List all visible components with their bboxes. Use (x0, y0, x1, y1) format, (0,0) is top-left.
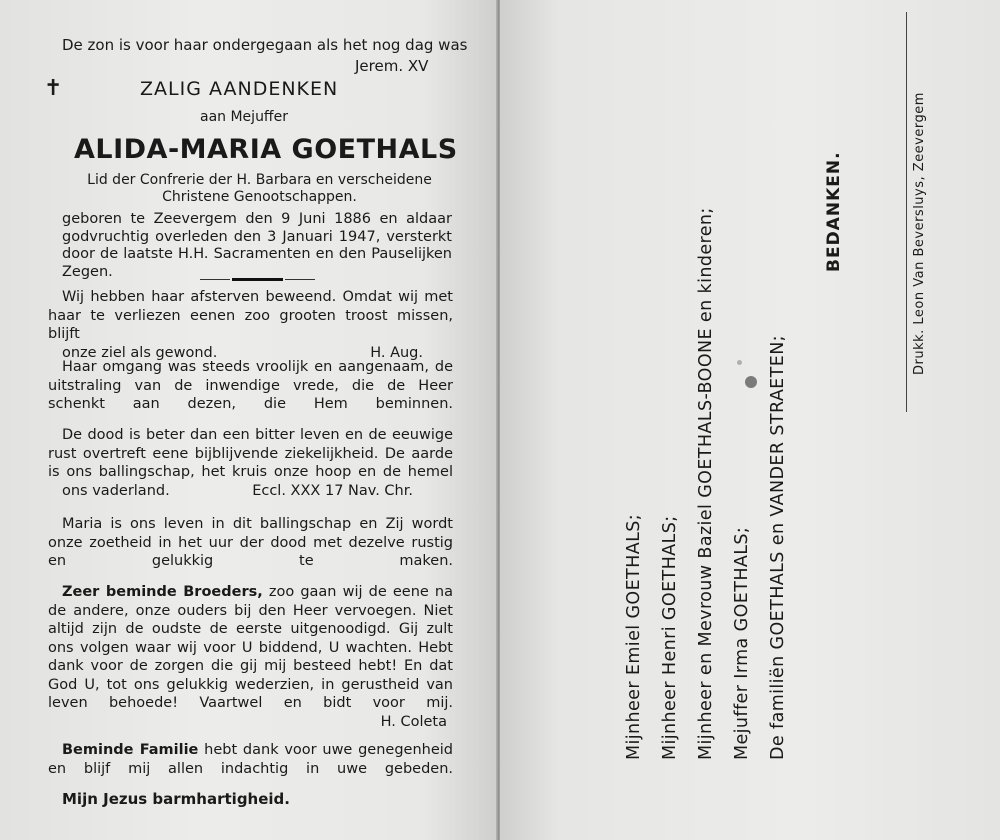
paragraph-6-lead: Beminde Familie (62, 742, 199, 758)
deceased-name: ALIDA-MARIA GOETHALS (74, 134, 458, 165)
family-line-1: Mijnheer Emiel GOETHALS; (624, 513, 644, 760)
subheading: aan Mejuffer (200, 109, 288, 125)
ink-spot-small (737, 360, 742, 365)
membership-text: Lid der Confrerie der H. Barbara en verscheidene Christene Genootschappen. (87, 172, 432, 205)
paragraph-1-last: onze ziel als gewond. (62, 344, 218, 361)
paragraph-1-reference: H. Aug. (370, 344, 423, 361)
ink-spot (745, 376, 757, 388)
paragraph-3-last: ons vaderland. (62, 482, 170, 499)
paragraph-1 (48, 288, 453, 362)
closing-prayer: Mijn Jezus barmhartigheid. (62, 790, 290, 808)
paragraph-3-reference: Eccl. XXX 17 Nav. Chr. (252, 482, 413, 499)
thanks-title: BEDANKEN. (824, 151, 844, 272)
birth-death-text: geboren te Zeevergem den 9 Juni 1886 en aldaar godvruchtig overleden den 3 Januari 1947, versterkt door de laatste H.H. Sacramenten en den Pauselijken Zegen. (62, 211, 452, 280)
paragraph-5-text: zoo gaan wij de eene na de andere, onze ouders bij den Heer vervoegen. Niet altijd zijn de oudste de eerste uitgenoodigd. Gij zult ons volgen waar wij voor U biddend, U wachten. Hebt dank voor de zorgen die gij mij besteed hebt! En dat God U, tot ons gelukkig wederzien, in gerustheid van leven behoede! Vaartwel en bidt voor mij. (48, 584, 453, 711)
left-panel (0, 0, 497, 840)
paragraph-5 (48, 583, 453, 731)
family-line-2: Mijnheer Henri GOETHALS; (660, 515, 680, 760)
printer-rule (906, 12, 907, 412)
family-line-5: De familiën GOETHALS en VANDER STRAETEN; (768, 335, 788, 760)
ornamental-divider (200, 278, 315, 281)
family-line-3: Mijnheer en Mevrouw Baziel GOETHALS-BOONE en kinderen; (696, 207, 716, 760)
paragraph-6-text: hebt dank voor uwe genegenheid en blijf mij allen indachtig in uwe gebeden. (48, 742, 454, 777)
paragraph-5-lead: Zeer beminde Broeders, (62, 584, 263, 600)
paragraph-4: Maria is ons leven in dit ballingschap en Zij wordt onze zoetheid in het uur der dood met dezelve rustig en gelukkig te maken. (48, 516, 453, 569)
motto: De zon is voor haar ondergegaan als het nog dag was (62, 36, 468, 54)
cross-icon: ✝ (44, 76, 63, 101)
paragraph-3-text: De dood is beter dan een bitter leven en de eeuwige rust overtreft eene bijblijvende ziekelijkheid. De aarde is ons ballingschap, het kruis onze hoop en de hemel (48, 427, 453, 480)
family-line-4: Mejuffer Irma GOETHALS; (732, 526, 752, 760)
printer-note: Drukk. Leon Van Beversluys, Zeevergem (912, 92, 927, 375)
motto-reference: Jerem. XV (355, 57, 429, 75)
paragraph-5-reference: H. Coleta (380, 713, 447, 730)
paragraph-2: Haar omgang was steeds vroolijk en aangenaam, de uitstraling van de inwendige vrede, die de Heer schenkt aan dezen, die Hem beminnen. (48, 359, 453, 412)
paragraph-3-last-row (48, 482, 453, 501)
heading: ZALIG AANDENKEN (140, 78, 339, 100)
paragraph-3 (48, 426, 453, 500)
paragraph-1-text: Wij hebben haar afsterven beweend. Omdat wij met haar te verliezen eenen zoo grooten troost missen, blijft (48, 289, 453, 342)
paragraph-6 (48, 741, 453, 778)
